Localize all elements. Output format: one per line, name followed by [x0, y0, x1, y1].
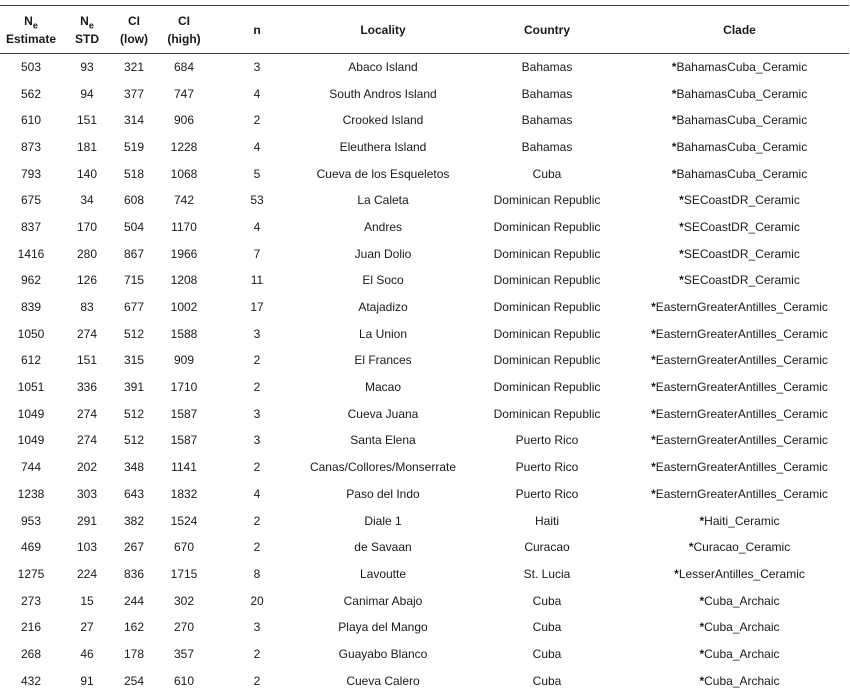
cell-clade: *EasternGreaterAntilles_Ceramic — [651, 486, 828, 501]
cell-ci-high: 1832 — [170, 486, 198, 501]
cell-ci-low: 382 — [123, 513, 145, 528]
column-header-country — [464, 6, 630, 54]
clade-asterisk: * — [699, 620, 705, 635]
cell-locality: Paso del Indo — [346, 486, 420, 501]
column-header-label: Locality — [360, 22, 406, 37]
table-row — [0, 561, 849, 588]
cell-n: 3 — [253, 406, 261, 421]
cell-n: 4 — [253, 486, 261, 501]
column-header-label: $N_e$ — [24, 13, 38, 30]
cell-locality: Crooked Island — [342, 113, 424, 128]
cell-ne-std: 274 — [76, 433, 98, 448]
cell-locality: La Caleta — [357, 193, 409, 208]
cell-country: Bahamas — [521, 86, 573, 101]
cell-ci-high: 1587 — [170, 406, 198, 421]
cell-country: St. Lucia — [523, 566, 571, 581]
cell-ci-high: 684 — [173, 60, 195, 75]
cell-ne-estimate: 268 — [20, 646, 42, 661]
cell-locality: Playa del Mango — [338, 620, 428, 635]
cell-country: Dominican Republic — [493, 246, 601, 261]
cell-clade: *Cuba_Archaic — [699, 620, 780, 635]
cell-locality: Atajadizo — [358, 300, 408, 315]
cell-ci-low: 244 — [123, 593, 145, 608]
cell-ci-low: 512 — [123, 406, 145, 421]
cell-ci-high: 1228 — [170, 139, 198, 154]
cell-ci-high: 302 — [173, 593, 195, 608]
cell-ne-estimate: 503 — [20, 60, 42, 75]
cell-n: 17 — [250, 300, 264, 315]
cell-ne-std: 291 — [76, 513, 98, 528]
table-row — [0, 134, 849, 161]
cell-ne-estimate: 273 — [20, 593, 42, 608]
cell-ne-std: 181 — [76, 139, 98, 154]
cell-ne-std: 126 — [76, 273, 98, 288]
clade-asterisk: * — [699, 513, 705, 528]
clade-asterisk: * — [651, 486, 656, 501]
table-row — [0, 214, 849, 241]
cell-locality: Diale 1 — [364, 513, 402, 528]
cell-ci-high: 909 — [173, 353, 195, 368]
cell-ne-estimate: 432 — [20, 673, 42, 688]
cell-n: 4 — [253, 219, 261, 234]
cell-ci-high: 357 — [173, 646, 195, 661]
cell-ci-low: 677 — [123, 300, 145, 315]
cell-country: Puerto Rico — [515, 433, 579, 448]
cell-n: 2 — [253, 353, 261, 368]
cell-locality: South Andros Island — [329, 86, 437, 101]
cell-locality: Abaco Island — [348, 60, 418, 75]
cell-clade: *BahamasCuba_Ceramic — [671, 166, 808, 181]
cell-country: Bahamas — [521, 60, 573, 75]
table-row — [0, 534, 849, 561]
cell-ci-low: 518 — [123, 166, 145, 181]
table-header — [0, 6, 849, 54]
cell-ci-low: 377 — [123, 86, 145, 101]
cell-country: Puerto Rico — [515, 486, 579, 501]
cell-clade: *BahamasCuba_Ceramic — [671, 113, 808, 128]
cell-ci-low: 254 — [123, 673, 145, 688]
table-row — [0, 667, 849, 694]
cell-ci-high: 1588 — [170, 326, 198, 341]
clade-asterisk: * — [651, 300, 656, 315]
cell-locality: Cueva Calero — [346, 673, 420, 688]
clade-asterisk: * — [651, 460, 656, 475]
cell-ci-high: 747 — [173, 86, 195, 101]
cell-n: 3 — [253, 620, 261, 635]
cell-ne-std: 303 — [76, 486, 98, 501]
cell-clade: *Haiti_Ceramic — [699, 513, 780, 528]
cell-ci-low: 867 — [123, 246, 145, 261]
cell-n: 5 — [253, 166, 261, 181]
cell-locality: Lavoutte — [359, 566, 407, 581]
cell-clade: *SECoastDR_Ceramic — [679, 246, 800, 261]
clade-asterisk: * — [679, 219, 684, 234]
cell-clade: *EasternGreaterAntilles_Ceramic — [651, 380, 828, 395]
clade-asterisk: * — [671, 60, 677, 75]
cell-n: 2 — [253, 113, 261, 128]
cell-ci-high: 670 — [173, 540, 195, 555]
cell-ci-low: 512 — [123, 433, 145, 448]
cell-country: Curacao — [524, 540, 570, 555]
column-header-label-line2: (high) — [167, 31, 201, 46]
cell-clade: *SECoastDR_Ceramic — [679, 193, 800, 208]
table-row — [0, 374, 849, 401]
column-header-clade — [630, 6, 849, 54]
cell-ci-low: 512 — [123, 326, 145, 341]
cell-ne-estimate: 612 — [20, 353, 42, 368]
cell-n: 11 — [250, 273, 264, 288]
cell-ne-std: 94 — [80, 86, 94, 101]
cell-ne-estimate: 873 — [20, 139, 42, 154]
cell-ci-low: 267 — [123, 540, 145, 555]
cell-ci-high: 1068 — [170, 166, 198, 181]
column-header-label-line2: STD — [75, 31, 99, 46]
table-row — [0, 294, 849, 321]
cell-ci-low: 391 — [123, 380, 145, 395]
clade-asterisk: * — [651, 326, 656, 341]
cell-locality: Eleuthera Island — [339, 139, 427, 154]
cell-ci-low: 715 — [123, 273, 145, 288]
cell-ne-estimate: 793 — [20, 166, 42, 181]
cell-ne-std: 27 — [80, 620, 94, 635]
table-row — [0, 454, 849, 481]
cell-ne-estimate: 1416 — [17, 246, 45, 261]
cell-n: 2 — [253, 646, 261, 661]
ne-estimates-table — [0, 5, 849, 694]
cell-n: 2 — [253, 513, 261, 528]
cell-ne-estimate: 1275 — [17, 566, 45, 581]
cell-ne-estimate: 562 — [20, 86, 42, 101]
column-header-label-line2: (low) — [120, 31, 148, 46]
cell-locality: El Frances — [354, 353, 412, 368]
column-header-label: CI — [178, 13, 190, 28]
cell-ne-std: 151 — [76, 353, 98, 368]
cell-ci-high: 1208 — [170, 273, 198, 288]
cell-clade: *EasternGreaterAntilles_Ceramic — [651, 326, 828, 341]
table-row — [0, 320, 849, 347]
cell-clade: *EasternGreaterAntilles_Ceramic — [651, 460, 828, 475]
cell-ci-high: 1587 — [170, 433, 198, 448]
cell-ne-std: 91 — [80, 673, 94, 688]
cell-ci-high: 1715 — [170, 566, 198, 581]
table-row — [0, 80, 849, 107]
cell-ne-estimate: 1050 — [17, 326, 45, 341]
clade-asterisk: * — [671, 86, 677, 101]
cell-clade: *EasternGreaterAntilles_Ceramic — [651, 406, 828, 421]
cell-clade: *EasternGreaterAntilles_Ceramic — [651, 300, 828, 315]
cell-locality: Cueva Juana — [347, 406, 419, 421]
cell-ne-estimate: 216 — [20, 620, 42, 635]
cell-clade: *EasternGreaterAntilles_Ceramic — [651, 353, 828, 368]
cell-locality: Macao — [364, 380, 402, 395]
clade-asterisk: * — [651, 433, 656, 448]
cell-n: 4 — [253, 139, 261, 154]
column-header-ne-estimate — [0, 6, 62, 54]
cell-clade: *LesserAntilles_Ceramic — [674, 566, 805, 581]
cell-ne-std: 151 — [76, 113, 98, 128]
cell-ci-high: 1141 — [171, 460, 197, 475]
cell-n: 20 — [250, 593, 264, 608]
cell-ne-std: 170 — [76, 219, 98, 234]
clade-asterisk: * — [651, 380, 656, 395]
cell-ne-estimate: 469 — [20, 540, 42, 555]
cell-ci-low: 321 — [123, 60, 145, 75]
cell-n: 2 — [253, 540, 261, 555]
cell-ci-low: 643 — [123, 486, 145, 501]
column-header-label: n — [253, 22, 261, 37]
cell-country: Puerto Rico — [515, 460, 579, 475]
cell-country: Dominican Republic — [493, 380, 601, 395]
cell-ci-low: 314 — [123, 113, 145, 128]
cell-country: Dominican Republic — [493, 219, 601, 234]
table-row — [0, 347, 849, 374]
cell-locality: de Savaan — [354, 540, 412, 555]
cell-n: 2 — [253, 380, 261, 395]
clade-asterisk: * — [699, 673, 705, 688]
cell-country: Cuba — [532, 673, 562, 688]
cell-ci-low: 348 — [123, 460, 145, 475]
cell-n: 3 — [253, 326, 261, 341]
cell-ne-std: 274 — [76, 326, 98, 341]
cell-locality: Canimar Abajo — [343, 593, 423, 608]
cell-ne-std: 336 — [76, 380, 98, 395]
cell-ne-std: 93 — [80, 60, 94, 75]
cell-ci-low: 315 — [123, 353, 145, 368]
cell-clade: *BahamasCuba_Ceramic — [671, 139, 808, 154]
table-row — [0, 267, 849, 294]
cell-country: Cuba — [532, 593, 562, 608]
cell-country: Haiti — [534, 513, 559, 528]
cell-ne-estimate: 744 — [20, 460, 42, 475]
table-row — [0, 54, 849, 81]
cell-ne-estimate: 675 — [20, 193, 42, 208]
cell-ne-std: 103 — [76, 540, 98, 555]
cell-ci-high: 906 — [173, 113, 195, 128]
cell-ne-std: 140 — [76, 166, 98, 181]
cell-ne-std: 83 — [80, 300, 94, 315]
cell-locality: Andres — [363, 219, 403, 234]
cell-n: 2 — [253, 673, 261, 688]
header-row — [0, 6, 849, 54]
cell-locality: La Union — [358, 326, 408, 341]
cell-country: Cuba — [532, 166, 562, 181]
subscript-label: e — [32, 19, 38, 30]
column-header-label-line2: Estimate — [5, 31, 57, 46]
cell-ci-low: 162 — [123, 620, 145, 635]
clade-asterisk: * — [651, 406, 656, 421]
subscript-label: e — [88, 19, 94, 30]
cell-ne-estimate: 1049 — [17, 433, 45, 448]
column-header-label: $N_e$ — [80, 13, 94, 30]
table-row — [0, 427, 849, 454]
cell-ne-std: 34 — [80, 193, 94, 208]
cell-n: 3 — [253, 60, 261, 75]
cell-locality: Santa Elena — [350, 433, 416, 448]
cell-ne-std: 202 — [76, 460, 98, 475]
column-header-ci-low — [112, 6, 156, 54]
table-row — [0, 400, 849, 427]
cell-locality: Canas/Collores/Monserrate — [309, 460, 457, 475]
cell-ne-estimate: 1238 — [17, 486, 45, 501]
cell-clade: *Cuba_Archaic — [699, 673, 780, 688]
cell-clade: *BahamasCuba_Ceramic — [671, 60, 808, 75]
column-header-ci-high — [156, 6, 212, 54]
cell-ci-low: 504 — [123, 219, 145, 234]
table-row — [0, 587, 849, 614]
cell-ne-estimate: 1051 — [17, 380, 45, 395]
clade-asterisk: * — [674, 566, 679, 581]
cell-ci-low: 519 — [123, 139, 145, 154]
cell-locality: Guayabo Blanco — [338, 646, 428, 661]
cell-ne-std: 224 — [76, 566, 98, 581]
cell-ne-estimate: 962 — [20, 273, 42, 288]
cell-country: Dominican Republic — [493, 406, 601, 421]
cell-country: Bahamas — [521, 139, 573, 154]
cell-country: Bahamas — [521, 113, 573, 128]
column-header-label: CI — [128, 13, 140, 28]
clade-asterisk: * — [671, 139, 677, 154]
cell-ci-high: 1966 — [170, 246, 198, 261]
cell-clade: *Cuba_Archaic — [699, 593, 780, 608]
column-header-locality — [302, 6, 464, 54]
cell-ci-high: 1524 — [170, 513, 198, 528]
table-row — [0, 160, 849, 187]
cell-clade: *SECoastDR_Ceramic — [679, 273, 800, 288]
cell-ne-std: 280 — [76, 246, 98, 261]
cell-locality: Juan Dolio — [354, 246, 412, 261]
cell-n: 2 — [253, 460, 261, 475]
cell-country: Dominican Republic — [493, 300, 601, 315]
cell-clade: *Curacao_Ceramic — [688, 540, 791, 555]
cell-ci-high: 270 — [173, 620, 195, 635]
cell-country: Dominican Republic — [493, 353, 601, 368]
cell-ne-std: 15 — [80, 593, 94, 608]
clade-asterisk: * — [699, 593, 705, 608]
clade-asterisk: * — [679, 193, 684, 208]
cell-n: 7 — [253, 246, 261, 261]
cell-ci-low: 178 — [123, 646, 145, 661]
cell-ne-estimate: 610 — [20, 113, 42, 128]
cell-ne-estimate: 837 — [20, 219, 42, 234]
cell-country: Dominican Republic — [493, 326, 601, 341]
cell-n: 8 — [253, 566, 261, 581]
cell-ne-std: 46 — [80, 646, 94, 661]
table-row — [0, 641, 849, 668]
cell-clade: *SECoastDR_Ceramic — [679, 219, 800, 234]
cell-country: Cuba — [532, 646, 562, 661]
cell-clade: *Cuba_Archaic — [699, 646, 780, 661]
cell-country: Cuba — [532, 620, 562, 635]
clade-asterisk: * — [679, 246, 684, 261]
cell-n: 3 — [253, 433, 261, 448]
table-row — [0, 107, 849, 134]
cell-clade: *BahamasCuba_Ceramic — [671, 86, 808, 101]
table-row — [0, 240, 849, 267]
cell-country: Dominican Republic — [493, 273, 601, 288]
clade-asterisk: * — [699, 646, 705, 661]
table-row — [0, 187, 849, 214]
table-row — [0, 481, 849, 508]
table-row — [0, 507, 849, 534]
column-header-n — [212, 6, 302, 54]
clade-asterisk: * — [651, 353, 656, 368]
cell-ci-high: 610 — [173, 673, 195, 688]
column-header-ne-std — [62, 6, 112, 54]
table-row — [0, 614, 849, 641]
clade-asterisk: * — [679, 273, 684, 288]
cell-n: 53 — [250, 193, 264, 208]
clade-asterisk: * — [671, 113, 677, 128]
cell-n: 4 — [253, 86, 261, 101]
clade-asterisk: * — [671, 166, 677, 181]
clade-asterisk: * — [688, 540, 694, 555]
cell-ci-low: 836 — [123, 566, 145, 581]
column-header-label: Country — [524, 22, 570, 37]
cell-ne-estimate: 1049 — [17, 406, 45, 421]
cell-locality: El Soco — [362, 273, 404, 288]
cell-ne-estimate: 953 — [20, 513, 42, 528]
cell-ne-estimate: 839 — [20, 300, 42, 315]
cell-ci-low: 608 — [123, 193, 145, 208]
cell-ci-high: 1002 — [170, 300, 198, 315]
table-body — [0, 54, 849, 695]
cell-ne-std: 274 — [76, 406, 98, 421]
cell-ci-high: 1710 — [170, 380, 198, 395]
cell-ci-high: 742 — [173, 193, 195, 208]
column-header-label: Clade — [723, 22, 756, 37]
cell-clade: *EasternGreaterAntilles_Ceramic — [651, 433, 828, 448]
cell-country: Dominican Republic — [493, 193, 601, 208]
cell-ci-high: 1170 — [171, 219, 197, 234]
cell-locality: Cueva de los Esqueletos — [316, 166, 450, 181]
